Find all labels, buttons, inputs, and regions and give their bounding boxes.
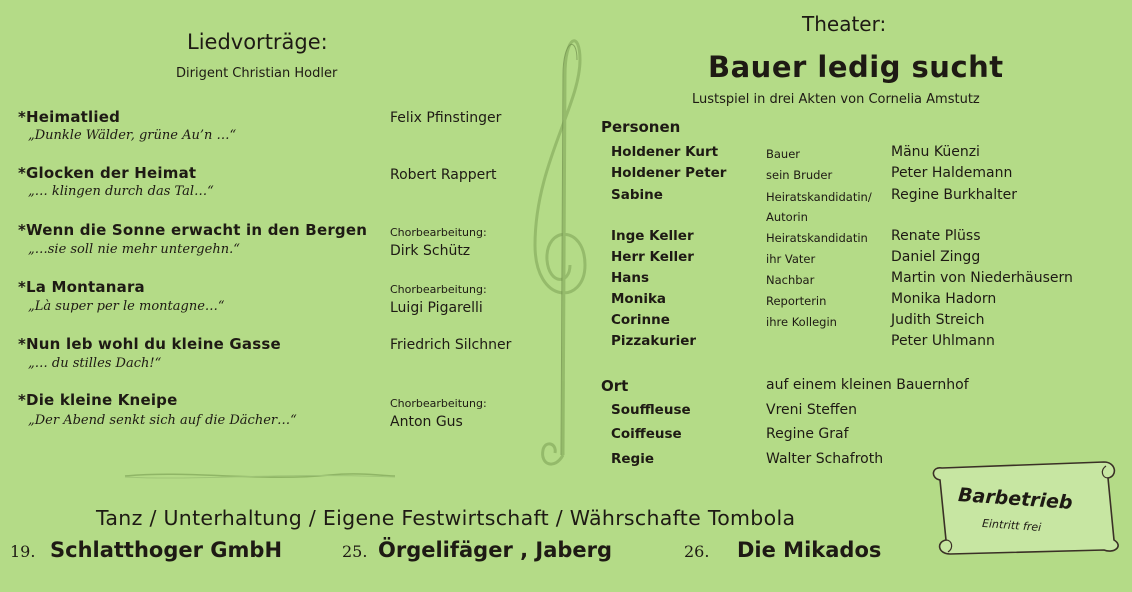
- crew-name: Vreni Steffen: [766, 402, 857, 418]
- event-day: 26.: [684, 542, 710, 561]
- cast-actor: Judith Streich: [891, 312, 985, 328]
- cast-actor: Martin von Niederhäusern: [891, 270, 1073, 286]
- crew-role: Souffleuse: [611, 402, 691, 418]
- cast-role: Hans: [611, 270, 650, 286]
- cast-description: Heiratskandidatin: [766, 231, 868, 245]
- play-subtitle: Lustspiel in drei Akten von Cornelia Amstutz: [692, 92, 980, 107]
- song-credit: Anton Gus: [390, 414, 463, 430]
- song-subtitle: „… du stilles Dach!“: [28, 356, 162, 371]
- song-title: *Die kleine Kneipe: [18, 391, 178, 409]
- cast-actor: Renate Plüss: [891, 228, 981, 244]
- song-credit: Robert Rappert: [390, 167, 497, 183]
- flourish-divider: [120, 470, 400, 482]
- event-name: Die Mikados: [737, 538, 882, 562]
- song-credit: Luigi Pigarelli: [390, 300, 483, 316]
- play-title: Bauer ledig sucht: [708, 50, 1004, 84]
- bar-banner: [928, 456, 1124, 556]
- cast-description: ihre Kollegin: [766, 315, 837, 329]
- song-title: *Nun leb wohl du kleine Gasse: [18, 335, 281, 353]
- song-subtitle: „Dunkle Wälder, grüne Au’n …“: [28, 128, 237, 143]
- cast-role: Herr Keller: [611, 249, 694, 265]
- event-day: 19.: [10, 542, 36, 561]
- cast-role: Holdener Kurt: [611, 144, 719, 160]
- song-title: *Glocken der Heimat: [18, 164, 197, 182]
- bar-title: Barbetrieb: [957, 484, 1074, 514]
- crew-name: Regine Graf: [766, 426, 849, 442]
- song-credit: Dirk Schütz: [390, 243, 471, 259]
- song-subtitle: „Là super per le montagne…“: [28, 299, 225, 314]
- cast-role: Monika: [611, 291, 667, 307]
- cast-actor: Peter Haldemann: [891, 165, 1013, 181]
- cast-role: Inge Keller: [611, 228, 694, 244]
- song-title: *Heimatlied: [18, 108, 121, 126]
- event-name: Schlatthoger GmbH: [50, 538, 283, 562]
- cast-description: ihr Vater: [766, 252, 816, 266]
- cast-role: Corinne: [611, 312, 670, 328]
- cast-actor: Mänu Küenzi: [891, 144, 980, 160]
- cast-description: Bauer: [766, 147, 801, 161]
- tagline: Tanz / Unterhaltung / Eigene Festwirtschaft / Währschafte Tombola: [96, 506, 796, 530]
- bar-subtitle: Eintritt frei: [981, 516, 1042, 535]
- song-subtitle: „… klingen durch das Tal…“: [28, 184, 214, 199]
- cast-heading: Personen: [601, 118, 681, 136]
- cast-description: Autorin: [766, 210, 808, 224]
- place-value: auf einem kleinen Bauernhof: [766, 377, 969, 393]
- cast-description: Nachbar: [766, 273, 815, 287]
- cast-actor: Regine Burkhalter: [891, 187, 1017, 203]
- song-note: Chorbearbeitung:: [390, 226, 487, 239]
- cast-role: Sabine: [611, 187, 663, 203]
- cast-role: Pizzakurier: [611, 333, 697, 349]
- song-subtitle: „…sie soll nie mehr untergehn.“: [28, 242, 240, 257]
- theater-heading: Theater:: [802, 12, 887, 36]
- song-note: Chorbearbeitung:: [390, 283, 487, 296]
- song-credit: Felix Pfinstinger: [390, 110, 502, 126]
- song-title: *Wenn die Sonne erwacht in den Bergen: [18, 221, 368, 239]
- crew-name: Walter Schafroth: [766, 451, 884, 467]
- cast-actor: Peter Uhlmann: [891, 333, 995, 349]
- event-day: 25.: [342, 542, 368, 561]
- treble-clef-decoration: [525, 15, 595, 475]
- cast-description: Reporterin: [766, 294, 827, 308]
- place-label: Ort: [601, 377, 629, 395]
- song-title: *La Montanara: [18, 278, 145, 296]
- cast-actor: Monika Hadorn: [891, 291, 997, 307]
- song-credit: Friedrich Silchner: [390, 337, 512, 353]
- crew-role: Regie: [611, 451, 654, 467]
- crew-role: Coiffeuse: [611, 426, 682, 442]
- cast-description: sein Bruder: [766, 168, 833, 182]
- song-note: Chorbearbeitung:: [390, 397, 487, 410]
- conductor: Dirigent Christian Hodler: [176, 66, 338, 81]
- cast-actor: Daniel Zingg: [891, 249, 981, 265]
- cast-description: Heiratskandidatin/: [766, 190, 872, 204]
- cast-role: Holdener Peter: [611, 165, 727, 181]
- songs-heading: Liedvorträge:: [187, 30, 328, 54]
- song-subtitle: „Der Abend senkt sich auf die Dächer…“: [28, 413, 297, 428]
- event-name: Örgelifäger , Jaberg: [378, 538, 613, 562]
